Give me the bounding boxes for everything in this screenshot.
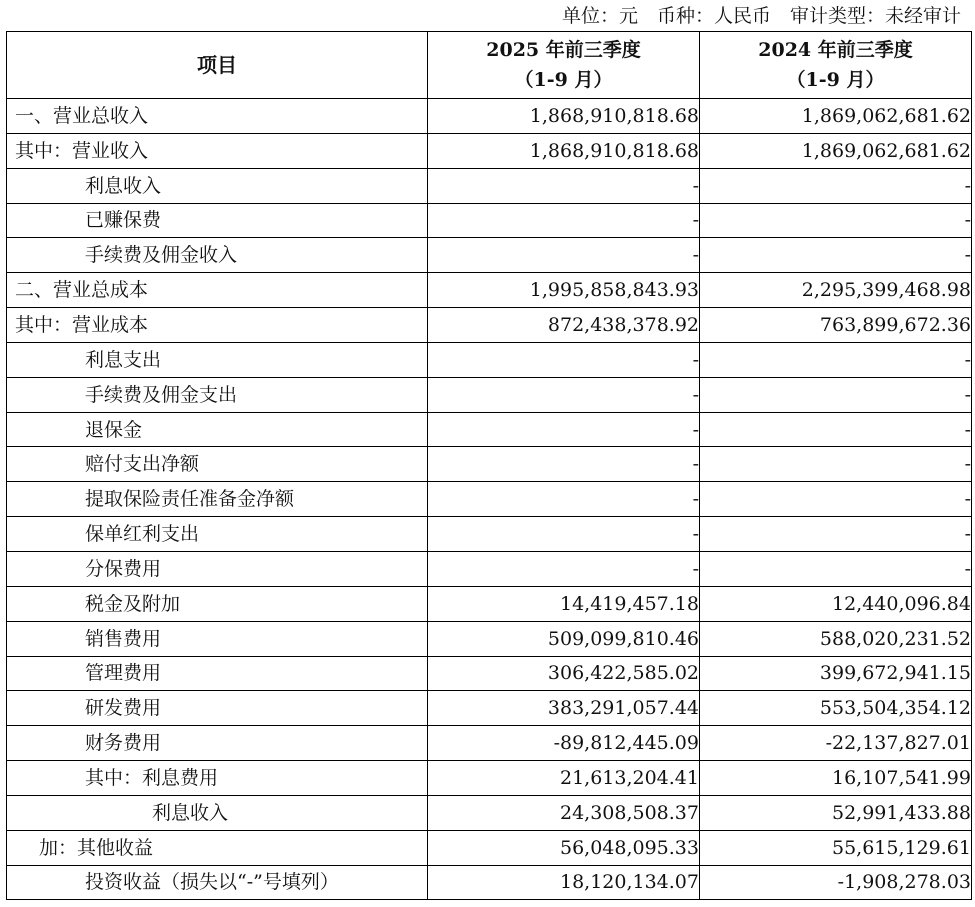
table-row [7,168,972,203]
value-2025: - [428,168,700,203]
column-header-2024 [700,32,972,99]
value-2024: - [700,377,972,412]
value-2024: - [700,412,972,447]
table-row [7,865,972,900]
value-2024: - [700,447,972,482]
value-2024: 1,869,062,681.62 [700,99,972,134]
value-2024: - [700,203,972,238]
column-header-2025-months: （1-9 月） [514,69,613,91]
value-2024: 16,107,541.99 [700,761,972,796]
value-2025: 872,438,378.92 [428,308,700,343]
value-2025: - [428,377,700,412]
value-2024: 553,504,354.12 [700,691,972,726]
unit-currency-audit-line: 单位：元 币种：人民币 审计类型：未经审计 [561,5,961,27]
row-label: 二、营业总成本 [7,273,428,308]
row-label: 分保费用 [7,551,428,586]
value-2024: -1,908,278.03 [700,865,972,900]
row-label: 管理费用 [7,656,428,691]
value-2025: 1,995,858,843.93 [428,273,700,308]
value-2025: - [428,342,700,377]
value-2025: 56,048,095.33 [428,830,700,865]
table-header-row [7,32,972,99]
value-2024: - [700,482,972,517]
row-label: 利息收入 [7,795,428,830]
table-row [7,482,972,517]
value-2025: - [428,447,700,482]
row-label: 研发费用 [7,691,428,726]
value-2024: - [700,342,972,377]
value-2025: -89,812,445.09 [428,726,700,761]
value-2024: 588,020,231.52 [700,621,972,656]
table-row [7,447,972,482]
value-2025: - [428,412,700,447]
row-label: 手续费及佣金支出 [7,377,428,412]
value-2024: 12,440,096.84 [700,586,972,621]
table-row [7,621,972,656]
row-label: 其中：利息费用 [7,761,428,796]
value-2025: 1,868,910,818.68 [428,133,700,168]
table-row [7,761,972,796]
value-2025: 509,099,810.46 [428,621,700,656]
table-row [7,691,972,726]
table-row [7,238,972,273]
row-label: 税金及附加 [7,586,428,621]
row-label: 利息收入 [7,168,428,203]
income-statement-table [6,31,972,900]
row-label: 退保金 [7,412,428,447]
value-2024: 55,615,129.61 [700,830,972,865]
table-row [7,830,972,865]
value-2024: -22,137,827.01 [700,726,972,761]
value-2024: 1,869,062,681.62 [700,133,972,168]
value-2024: - [700,551,972,586]
table-row [7,377,972,412]
row-label: 销售费用 [7,621,428,656]
value-2024: 763,899,672.36 [700,308,972,343]
row-label: 其中：营业成本 [7,308,428,343]
row-label: 已赚保费 [7,203,428,238]
table-row [7,586,972,621]
row-label: 一、营业总收入 [7,99,428,134]
value-2024: 52,991,433.88 [700,795,972,830]
value-2025: 383,291,057.44 [428,691,700,726]
value-2025: 1,868,910,818.68 [428,99,700,134]
value-2025: - [428,482,700,517]
column-header-2024-period: 2024 年前三季度 [758,39,913,61]
table-row [7,308,972,343]
table-row [7,133,972,168]
row-label: 投资收益（损失以“-”号填列） [7,865,428,900]
row-label: 赔付支出净额 [7,447,428,482]
table-row [7,203,972,238]
column-header-item: 项目 [7,32,428,99]
table-row [7,412,972,447]
value-2025: 14,419,457.18 [428,586,700,621]
value-2025: 24,308,508.37 [428,795,700,830]
value-2025: 306,422,585.02 [428,656,700,691]
table-row [7,342,972,377]
row-label: 其中：营业收入 [7,133,428,168]
value-2025: 21,613,204.41 [428,761,700,796]
table-row [7,551,972,586]
column-header-2025 [428,32,700,99]
value-2024: - [700,517,972,552]
value-2025: - [428,203,700,238]
value-2025: 18,120,134.07 [428,865,700,900]
row-label: 保单红利支出 [7,517,428,552]
column-header-2025-period: 2025 年前三季度 [486,39,641,61]
value-2024: 2,295,399,468.98 [700,273,972,308]
row-label: 提取保险责任准备金净额 [7,482,428,517]
value-2025: - [428,238,700,273]
table-row [7,99,972,134]
table-row [7,726,972,761]
value-2024: - [700,168,972,203]
row-label: 加：其他收益 [7,830,428,865]
value-2025: - [428,551,700,586]
row-label: 财务费用 [7,726,428,761]
value-2025: - [428,517,700,552]
table-row [7,656,972,691]
row-label: 手续费及佣金收入 [7,238,428,273]
column-header-2024-months: （1-9 月） [786,69,885,91]
table-row [7,795,972,830]
value-2024: 399,672,941.15 [700,656,972,691]
value-2024: - [700,238,972,273]
table-row [7,273,972,308]
table-row [7,517,972,552]
row-label: 利息支出 [7,342,428,377]
